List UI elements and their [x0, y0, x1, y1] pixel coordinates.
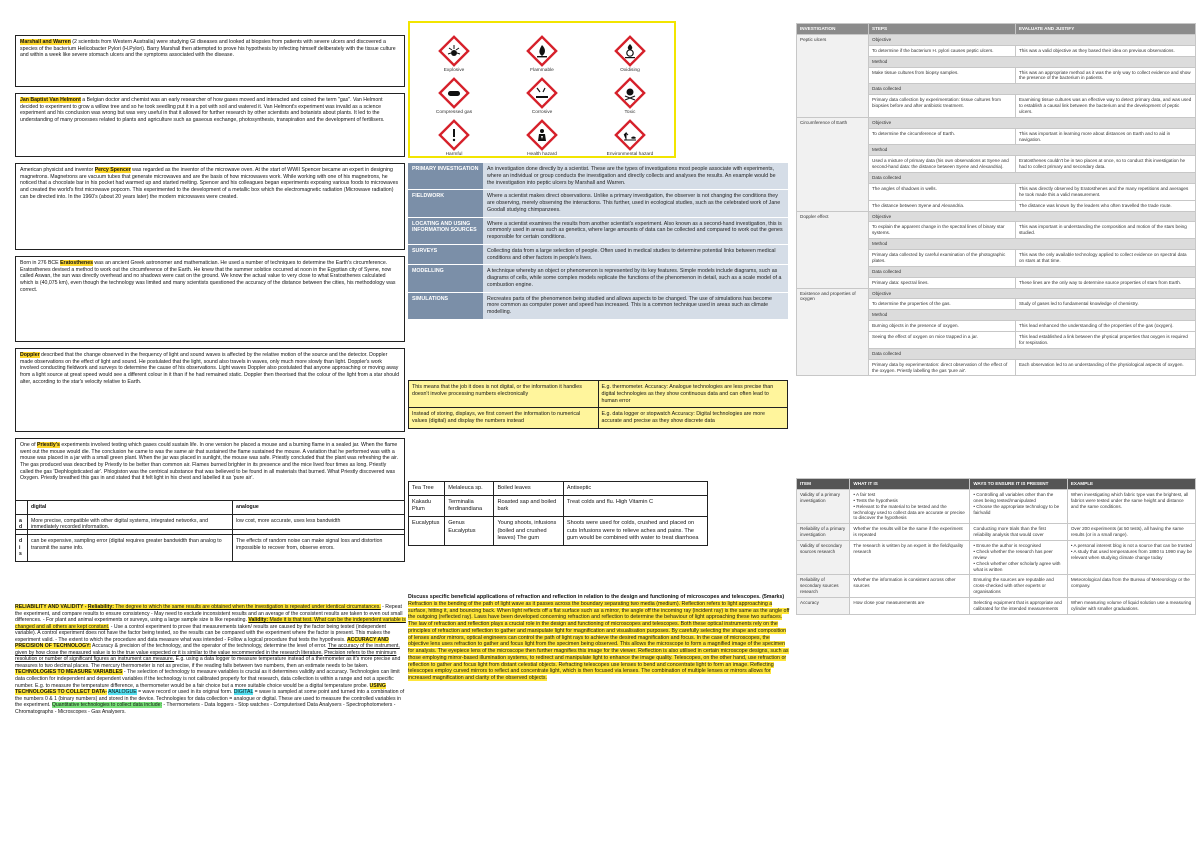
- evaluation: The distance was known by the leaders who often travelled the trade route.: [1015, 200, 1195, 211]
- plant-scientific-name: Genus Eucalyptus: [445, 517, 494, 545]
- reliability-label: Reliability:: [87, 604, 114, 610]
- scientist-name: Doppler: [20, 352, 40, 358]
- item-name: Reliability of secondary sources research: [797, 575, 850, 598]
- type-description: Where a scientist makes direct observations. Unlike a primary investigation, the observer is not changing the conditions they are observing, merely observing the interactions. This further, used in ecological studies, such as the celebrated work of Jane Goodall studying chimpanzees.: [483, 190, 788, 217]
- type-name: MODELLING: [408, 265, 483, 292]
- oxidising-icon: [614, 35, 646, 67]
- quantitative-label: Quantitative technologies to collect data include:: [51, 702, 162, 709]
- hazard-explosive: [414, 35, 494, 74]
- step-heading: Data collected: [869, 84, 1196, 95]
- environment-icon: [614, 119, 646, 151]
- type-description: A technique whereby an object or phenomenon is represented by its key features. Simple models include diagrams, such as diagrams of cells, while some complex models replicate the functions of the phenomenon in detail, such as a scale model of a combustion engine.: [483, 265, 788, 292]
- table-row: [409, 496, 708, 517]
- plant-preparation: Roasted sap and boiled bark: [494, 496, 563, 517]
- plant-common-name: Kakadu Plum: [409, 496, 445, 517]
- step-heading: Data collected: [869, 173, 1196, 184]
- type-name: FIELDWORK: [408, 190, 483, 217]
- validity-more: - Use a control experiment to prove that measurements taken/ results are caused by the factor being tested (independent variable). A control experiment does not have the factor being tested, so the results can be compared with the experiment where the factor is present. This makes the experiment valid. - The extent to which the procedure and data measure what was intended - Follow a logical procedure that tests the hypothesis.: [15, 623, 391, 643]
- evaluation: This was important in learning more about distances on Earth and to aid in navigation.: [1015, 128, 1195, 145]
- col-evaluate: EVALUATE AND JUSTIFY: [1015, 24, 1195, 35]
- step-detail: Seeing the effect of oxygen on mice trapped in a jar.: [869, 332, 1016, 349]
- col-item: ITEM: [797, 479, 850, 490]
- evaluation: Eratosthenes couldn't be in two places at once, so to conduct this investigation he had to collect primary and secondary data.: [1015, 156, 1195, 173]
- item-example: Over 200 experiments (at 50 tests), all having the same results (or in a small range).: [1067, 524, 1195, 541]
- item-ways: Ensuring the sources are reputable and cross-checked with other experts or organisations: [970, 575, 1068, 598]
- item-example: • A personal interest blog is not a source that can be trusted • A study that used temperatures from 1880 to 1990 may be relevant when studying climate change today: [1067, 541, 1195, 575]
- header-analogue: analogue: [233, 501, 405, 515]
- cell-analogue-advantages: low cost, more accurate, uses less bandwidth: [233, 514, 405, 534]
- scientist-name: Eratosthenes: [60, 260, 93, 266]
- evaluation: This lead enhanced the understanding of the properties of the gas (oxygen).: [1015, 321, 1195, 332]
- investigation-name: Circumference of Earth: [797, 117, 869, 211]
- step-heading: Data collected: [869, 348, 1196, 359]
- type-name: SIMULATIONS: [408, 292, 483, 319]
- scientist-text: (2 scientists from Western Australia) were studying GI diseases and looked at biopsies from patients with severe ulcers and discovered a species of the bacterium Helicobacter Pylori (H.Pylori). Barry Marshall then attempted to prove his hypothesis by infecting himself deliberately with the tissue culture and within a week like severe stomach ulcers and the symptoms associated with the disease.: [20, 39, 396, 59]
- quantitative-text: - Thermometers - Data loggers - Stop watches - Computerised Data Analysers - Spectrophotometers - Chromatographs - Microscopes - Gas Analysers.: [15, 702, 396, 715]
- plant-preparation: Young shoots, infusions (boiled and crushed leaves) The gum: [494, 517, 563, 545]
- row-label-advantages: a d: [16, 514, 28, 534]
- step-detail: To determine the properties of the gas.: [869, 299, 1016, 310]
- validity-reliability-table: [796, 478, 1196, 615]
- skull-icon: [614, 77, 646, 109]
- hazard-label: Harmful: [445, 152, 463, 157]
- collect-label: USING TECHNOLOGIES TO COLLECT DATA-: [15, 682, 386, 696]
- item-example: When investigating which fabric type was the brightest, all fabrics were tested under the same height and distance and the same conditions.: [1067, 489, 1195, 523]
- technologies-text: - The selection of technology to measure variables is crucial as it determines validity and accuracy. Technologies can limit data collection for independent and dependent variables if the technology is not calibrated properly for that research, data collection is within a range and not a specific number. E.g. to measure the temperature difference, a thermometer would be a fair choice but a more suitable choice would be a digital temperature probe.: [15, 669, 400, 689]
- table-row: [797, 489, 1196, 523]
- digital-definition: Instead of storing, displays, we first convert the information to numerical values (digital) and display the numbers instead: [409, 408, 599, 429]
- hazard-label: Corrosive: [531, 110, 553, 115]
- step-detail: Primary data collection by experimentation: tissue cultures from biopsies before and after antibiotic treatment.: [869, 95, 1016, 118]
- item-name: Accuracy: [797, 598, 850, 615]
- step-detail: Primary data: spectral lines.: [869, 277, 1016, 288]
- hazard-label: Oxidising: [620, 68, 640, 73]
- investigation-name: Peptic ulcers: [797, 34, 869, 117]
- item-name: Validity of a primary investigation: [797, 489, 850, 523]
- plant-common-name: Eucalyptus: [409, 517, 445, 545]
- evaluation: This was an appropriate method as it was the only way to collect evidence and show the presence of the bacterium in patients.: [1015, 67, 1195, 84]
- digital-example: E.g. data logger or stopwatch Accuracy: Digital technologies are more accurate and precise as they show discrete data: [598, 408, 788, 429]
- evaluation: This was the only available technology applied to collect evidence on spectral data on stars at that time.: [1015, 250, 1195, 267]
- evaluation: These lines are the only way to determine source properties of stars from Earth.: [1015, 277, 1195, 288]
- type-description: Recreates parts of the phenomenon being studied and allows aspects to be changed. The use of simulations has become more common as computer power and speed has increased. This is a common technique used in areas such as climate modelling.: [483, 292, 788, 319]
- evaluation: Examining tissue cultures was an effective way to detect primary data, and was used to establish a causal link between the bacterium and the development of peptic ulcers.: [1015, 95, 1195, 118]
- table-row: [797, 598, 1196, 615]
- table-row: [408, 265, 788, 292]
- step-detail: Primary data by experimentation: direct observation of the effect of the oxygen. Priestly labelling the gas 'pure air'.: [869, 359, 1016, 376]
- table-row: [797, 211, 1196, 222]
- table-row: [408, 244, 788, 265]
- plant-use: Shoots were used for colds, crushed and placed on cuts Infusions were to relieve aches and pains. The gum would be combined with water to treat diarrhoea: [563, 517, 707, 545]
- reliability-validity-section: [15, 604, 407, 715]
- scientist-text: was an ancient Greek astronomer and mathematician. He used a number of techniques to determine the Earth's circumference. Eratosthenes devised a method to work out the circumference of the Earth. He knew that the summer solstice occurred at noon in the Egyptian city of Syene, now called Aswan, the sun was directly overhead and no shadows were cast on the ground. We know the actual value to very close to what Eratosthenes calculated which is (40,075 km), even though the technology was limited and many scientists questioned the accuracy of the distance between the cities, his methodology was correct.: [20, 260, 396, 293]
- step-detail: Make tissue cultures from biopsy samples.: [869, 67, 1016, 84]
- analogue-digital-boxes: [408, 380, 788, 429]
- table-row: [409, 482, 708, 496]
- col-example: EXAMPLE: [1067, 479, 1195, 490]
- accuracy-label: ACCURACY AND PRECISION OF TECHNOLOGY:: [15, 636, 389, 650]
- item-definition: How close your measurements are: [850, 598, 970, 615]
- step-detail: To determine the circumference of Earth.: [869, 128, 1016, 145]
- analogue-example: E.g. thermometer. Accuracy: Analogue technologies are less precise than digital technologies as they show continuous data and can often lead to human error: [598, 381, 788, 408]
- type-description: An investigation done directly by a scientist. These are the types of investigations most people associate with experiments, where an individual or group conducts the investigation and directly collects and analyses the results. An example would be the investigation into peptic ulcers by Marshall and Warren.: [483, 163, 788, 190]
- table-row: [797, 288, 1196, 299]
- item-ways: Selecting equipment that is appropriate and calibrated for the intended measurements: [970, 598, 1068, 615]
- item-definition: Whether the information is consistent across other sources: [850, 575, 970, 598]
- left-column: [15, 35, 405, 536]
- evaluation: Study of gases led to fundamental knowledge of chemistry.: [1015, 299, 1195, 310]
- step-heading: Objective: [869, 34, 1196, 45]
- plant-scientific-name: Melaleuca sp.: [445, 482, 494, 496]
- item-ways: Conducting more trials than the first reliability analysis that would cover: [970, 524, 1068, 541]
- scientist-text: experiments involved testing which gases could sustain life. In one version he placed a mouse and a burning flame in a sealed jar. When the flame went out the mouse would die. The conclusion he came to was the same air that sustained the flame sustained the mouse. A variation that he performed was with a mouse was placed in a jar with a small green plant. When the jar was placed in sunlight, the mouse was safe. Priestly concluded that the plant was refreshing the air. The gas produced was described by Priestly to be better than common air. Flames burned brighter in its presence and the mice lived four times as long. Priestly called the gas 'Dephlogisticated air'. Phlogiston was the centrical substance that was believed to be found in all materials that burned. What Priestly discovered was Oxygen. Priestly breathed this gas in and stated that it felt light in his chest and labelled it as 'pure air'.: [20, 442, 399, 482]
- accuracy-text: Accuracy & precision of the technology, and the operator of the technology, determine the level of error.: [90, 643, 327, 650]
- scientist-text: was regarded as the inventor of the microwave oven. At the start of WWII Spencer became an expert in designing magnetrons. Magnetrons are vacuum tubes that generate microwaves and are the basis of how microwaves work. While working with one of his magnetrons, he noticed that a chocolate bar in his pocket had warmed up and started melting. Spencer and his colleagues began experiments exposing various foods to microwaves and created the world's first microwave popcorn. This experimented to the development of a metallic box which the electromagnetic radiation (Microwave radiation) can be directed into. In the 1960's (about 20 years later) the modern microwaves were created.: [20, 167, 399, 200]
- table-row: [408, 217, 788, 244]
- exclamation-icon: [438, 119, 470, 151]
- hazard-flammable: [502, 35, 582, 74]
- precision-underlined: Precision refers to the minimum resolution or number of significant figures an instrument can measure.: [15, 649, 397, 663]
- accuracy-underlined: The accuracy of the instrument, given by how close the measured value is to the true value expected or it is similar to the value recommended in the research literature.: [15, 643, 400, 656]
- section-heading: RELIABILITY AND VALIDITY -: [15, 604, 88, 610]
- scientist-text: described that the change observed in the frequency of light and sound waves is affected by the relative motion of the source and the detector. Doppler made observations on the effect of light and sound. He postulated that the light, sound also travels in waves, only much more slowly than light. Doppler's work involved conducting fieldwork and surveys to determine the cause of his observations. Light waves Doppler also postulated that anyone approaching or moving away from a light source at great speed would see a different colour in it than if he had remained static. Doppler then theorised that the colour of the light from a star should alter, according to the star's velocity relative to Earth.: [20, 352, 400, 385]
- item-definition: Whether the results will be the same if the experiment is repeated: [850, 524, 970, 541]
- plant-common-name: Tea Tree: [409, 482, 445, 496]
- table-row: [797, 524, 1196, 541]
- flammable-icon: [526, 35, 558, 67]
- step-heading: Objective: [869, 117, 1196, 128]
- table-row: [409, 381, 788, 408]
- type-name: PRIMARY INVESTIGATION: [408, 163, 483, 190]
- scientist-pre: Born in 276 BCE: [20, 260, 61, 266]
- hazard-corrosive: [502, 77, 582, 116]
- hazard-environmental: [590, 119, 670, 158]
- scientist-box-marshall-warren: [15, 35, 405, 87]
- step-detail: Used a mixture of primary data (his own observations at Syene and second-hand data: the distance between Syene and Alexandria).: [869, 156, 1016, 173]
- health-hazard-icon: [526, 119, 558, 151]
- hazard-label: Explosive: [443, 68, 465, 73]
- scientist-name: Percy Spencer: [94, 167, 131, 173]
- evaluation: This was important in understanding the composition and motion of the stars being studied.: [1015, 222, 1195, 239]
- hazard-toxic: [590, 77, 670, 116]
- technologies-label: TECHNOLOGIES TO MEASURE VARIABLES: [15, 669, 123, 676]
- step-detail: To explain the apparent change in the spectral lines of binary star systems.: [869, 222, 1016, 239]
- cell-digital-advantages: More precise, compatible with other digital systems, integrated networks, and immediately recorded information.: [28, 514, 233, 534]
- investigation-evaluation-table: [796, 23, 1196, 376]
- step-detail: The distance between Syene and Alexandria.: [869, 200, 1016, 211]
- item-name: Validity of secondary sources research: [797, 541, 850, 575]
- hazard-label: Toxic: [624, 110, 636, 115]
- step-detail: Burning objects in the presence of oxygen.: [869, 321, 1016, 332]
- col-investigation: INVESTIGATION: [797, 24, 869, 35]
- digital-label: DIGITAL: [233, 689, 254, 696]
- step-heading: Method: [869, 56, 1196, 67]
- scientist-box-eratosthenes: [15, 256, 405, 342]
- table-row: [408, 190, 788, 217]
- item-ways: • Controlling all variables other than the ones being tested/manipulated • Choose the appropriate technology to be fair/valid: [970, 489, 1068, 523]
- analogue-definition: This means that the job it does is not digital, or the information it handles doesn't involve processing numbers electronically: [409, 381, 599, 408]
- scientist-box-van-helmont: [15, 93, 405, 157]
- step-heading: Objective: [869, 211, 1196, 222]
- type-description: Where a scientist examines the results from another scientist's experiment. Also known as a second-hand investigation, this is commonly used in areas such as genetics, where large amounts of data can be collected and compared to work out the genes responsible for certain conditions.: [483, 217, 788, 244]
- question-heading: Discuss specific beneficial applications of refraction and reflection in relation to the design and functioning of microscopes and telescopes. (5marks): [408, 594, 785, 600]
- evaluation: Each observation led to an understanding of the physiological aspects of oxygen.: [1015, 359, 1195, 376]
- col-steps: STEPS: [869, 24, 1016, 35]
- plant-use: Treat colds and flu. High Vitamin C: [563, 496, 707, 517]
- hazard-oxidising: [590, 35, 670, 74]
- precision-more: E.g. using a data logger to measure temperature instead of a thermometer as it's more precise and measures to two decimal places. The mercury thermometer is not as precise, if the reading falls between two numbers, then an estimate needs to be taken.: [15, 656, 401, 669]
- analogue-label: ANALOGUE: [108, 689, 137, 696]
- step-heading: Data collected: [869, 266, 1196, 277]
- type-description: Collecting data from a large selection of people. Often used in medical studies to determine potential links between medical conditions and other factors in people's lives.: [483, 244, 788, 265]
- table-row: [797, 34, 1196, 45]
- item-example: When measuring volume of liquid solution use a measuring cylinder with smaller graduations.: [1067, 598, 1195, 615]
- investigation-name: Doppler effect: [797, 211, 869, 288]
- step-heading: Method: [869, 239, 1196, 250]
- scientist-pre: American physicist and inventor: [20, 167, 95, 173]
- scientist-box-doppler: [15, 348, 405, 432]
- item-example: Meteorological data from the Bureau of Meteorology or the company.: [1067, 575, 1195, 598]
- reliability-more: - Repeat the experiment, and compare results to ensure consistency - May need to exclude inconsistent results and an average of the consistent results are taken to even out small differences. - For plant and animal experiments or surveys, using a large sample size is like repeating.: [15, 604, 403, 624]
- item-definition: The research is written by an expert in the field/quality research: [850, 541, 970, 575]
- table-row: [409, 408, 788, 429]
- corrosive-icon: [526, 77, 558, 109]
- cell-analogue-disadvantages: The effects of random noise can make signal loss and distortion impossible to recover from, observe errors.: [233, 534, 405, 561]
- plant-preparation: Boiled leaves: [494, 482, 563, 496]
- reliability-text: The degree to which the same results are obtained when the investigation is repeated under identical circumstances.: [113, 604, 381, 610]
- step-detail: The angles of shadows in wells.: [869, 183, 1016, 200]
- plant-use: Antiseptic: [563, 482, 707, 496]
- item-name: Reliability of a primary investigation: [797, 524, 850, 541]
- table-row: [797, 541, 1196, 575]
- item-ways: • Ensure the author is recognised • Check whether the research has peer review • Check whether other scholarly agree with what is written: [970, 541, 1068, 575]
- plants-table: [408, 481, 708, 546]
- hazard-label: Environmental hazard: [606, 152, 654, 157]
- step-heading: Method: [869, 145, 1196, 156]
- hazard-compressed-gas: [414, 77, 494, 116]
- cell-digital-disadvantages: can be expensive, sampling error (digital requires greater bandwidth than analog to transmit the same info.: [28, 534, 233, 561]
- hazard-label: Flammable: [530, 68, 554, 73]
- validity-label: Validity:: [248, 617, 269, 624]
- evaluation: This lead established a link between the physical properties that oxygen is required for respiration.: [1015, 332, 1195, 349]
- step-heading: Objective: [869, 288, 1196, 299]
- investigation-name: Existence and properties of oxygen: [797, 288, 869, 376]
- table-row: [409, 517, 708, 545]
- scientist-pre: One of: [20, 442, 38, 448]
- scientist-name: Marshall and Warren: [20, 39, 71, 45]
- type-name: LOCATING AND USING INFORMATION SOURCES: [408, 217, 483, 244]
- validity-text: Made it is that test. What can be the independent variable is changed and all others are kept constant.: [15, 617, 406, 630]
- digital-text: = wave is sampled at some point and turned into a combination of the numbers 0 & 1 (binary numbers) and stored in the device. Technologies for data collection = analogue or digital. These are used to measure the controlled variables in the experiment.: [15, 689, 405, 709]
- step-heading: Method: [869, 310, 1196, 321]
- explosive-icon: [438, 35, 470, 67]
- step-detail: Primary data collected by careful examination of the photographic plates.: [869, 250, 1016, 267]
- gas-cylinder-icon: [438, 77, 470, 109]
- hazard-label: Health hazard: [527, 152, 557, 157]
- evaluation: This was directly observed by Eratosthenes and the many repetitions and averages he took made this a valid measurement.: [1015, 183, 1195, 200]
- hazard-label: Compressed gas: [435, 110, 473, 115]
- hazard-symbols-panel: [408, 21, 676, 158]
- refraction-reflection-answer: [408, 594, 790, 682]
- hazard-harmful: [414, 119, 494, 158]
- row-label-disadvantages: d i s: [16, 534, 28, 561]
- hazard-health-hazard: [502, 119, 582, 158]
- table-row: [408, 292, 788, 319]
- col-what-it-is: WHAT IT IS: [850, 479, 970, 490]
- col-ways: WAYS TO ENSURE IT IS PRESENT: [970, 479, 1068, 490]
- plant-scientific-name: Terminalia ferdinandiana: [445, 496, 494, 517]
- type-name: SURVEYS: [408, 244, 483, 265]
- scientist-text: a Belgian doctor and chemist was an early researcher of how gases moved and interacted and coined the term "gas". Van Helmont decided to experiment to grow a willow tree and so he took seedling put it in a pot with soil and watered it. Van Helmont's experiment was invalid as a science experiment and his conclusion was wrong but was very useful in that it allowed for further research by other scientists and botanists about plants. It led to the understanding of many processes related to plants and agriculture such as gaseous exchange, photosynthesis, transpiration and the development of fertilisers.: [20, 97, 385, 123]
- answer-text: Refraction is the bending of the path of light wave as it passes across the boundary separating two media (medium). Reflection refers to light approaching a surface, hitting it, and bouncing back. When light reflects off a flat surface such as a mirror, the angle off the incoming ray (incident ray) is the same as the angle off the outgoing (reflected ray). Laws have been developed concerning refraction and reflection to determine the behaviour of light approaching these two surfaces. The law of refraction and reflection plays a crucial role in the design and functioning of microscopes and telescopes. Both these optical instruments rely on the principles of refraction and reflection to gather and manipulate light for magnification and visualisation purposes. By carefully selecting the shape and composition of lenses and/or mirrors, optical engineers can control the path of light rays to achieve the desired magnification and focus. In the case of microscopes, the objective lens uses refraction to gather and focus light from the specimen being observed. This allows the microscope to form a magnified image of the specimen for analysis. The eyepiece lens of the microscope then further magnifies this image for the viewer. Reflection is also utilised in certain microscope designs, such as those employing mirror-based illumination systems, to redirect and manipulate light to enhance the image quality. Telescopes, on the other hand, use refraction or reflection to gather and focus light from distant celestial objects. Refracting telescopes use lenses to bend and concentrate light to form an image. Reflecting telescopes employ curved mirrors to reflect and concentrate light, which is then focused via lenses. The combination of multiple lenses or mirrors allows for increased magnification and clarity of the observed objects.: [408, 600, 790, 682]
- header-digital: digital: [28, 501, 233, 515]
- scientist-name: Priestly's: [37, 442, 60, 448]
- table-row: [797, 575, 1196, 598]
- scientist-name: Jan Baptist Van Helmont: [20, 97, 81, 103]
- investigation-types-table: [408, 163, 788, 320]
- scientist-box-percy-spencer: [15, 163, 405, 250]
- step-detail: To determine if the bacterium H. pylori causes peptic ulcers.: [869, 45, 1016, 56]
- item-definition: • A fair test • Tests the hypothesis • Relevant to the material to be tested and the technology used to collect data are accurate or precise to discover the hypothesis: [850, 489, 970, 523]
- table-row: [797, 117, 1196, 128]
- analogue-text: = wave record or used in its original form.: [136, 689, 234, 696]
- evaluation: This was a valid objective as they based their idea on previous observations.: [1015, 45, 1195, 56]
- table-row: [408, 163, 788, 190]
- digital-analogue-table: [15, 500, 405, 562]
